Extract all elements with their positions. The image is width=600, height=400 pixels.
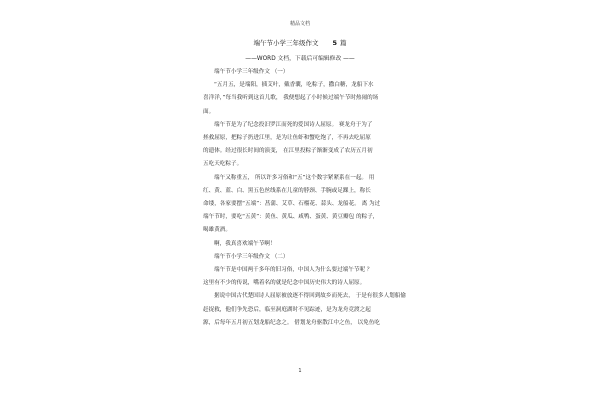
document-count: 5: [332, 39, 338, 47]
paragraph-line: “五月五，是端阳，插艾叶，戴香囊，吃粽子，撒白糖，龙船下水: [214, 82, 374, 89]
paragraph-line: 啊，我真喜欢端午节啊！: [214, 240, 276, 247]
paragraph-line: 端午节是为了纪念投汨罗江而死的爱国诗人屈原。 赛龙舟于为了: [214, 121, 373, 128]
section-heading-2: 端午节小学三年级作文 （二）: [214, 253, 289, 260]
paragraph-line: 拯救屈原，把粽子扔进江里，是为让鱼虾和蟹吃饱了，不再去吃屈原: [203, 135, 371, 142]
paragraph-line: 命缕，各家要摆“五端”：菖蒲、艾草、石榴花、蒜头、龙船花。 离 为过: [203, 201, 381, 208]
paragraph-line: 这里有不少的传说，嘴着名的就是纪念中国历史伟大的诗人屈原。: [203, 280, 366, 287]
paragraph-line: 喝雄黄酒。: [203, 227, 231, 234]
section-heading-1: 端午节小学三年级作文 （一）: [214, 69, 289, 75]
document-body: [203, 66, 408, 330]
paragraph-line: 端午节时，要吃“五黄”：黄鱼、黄瓜、咸鸭、蛋黄、黄豆瓣包 的粽子，: [203, 214, 379, 221]
document-count-unit: 篇: [340, 39, 347, 47]
paragraph-line: 的遗体。经过很长时间的演变， 在江里投粽子渐渐变成了农历五月初: [203, 148, 373, 155]
paragraph-line: 源，后每年五月初五划龙船纪念之。 借划龙舟驱散江中之鱼， 以免鱼吃: [203, 319, 380, 326]
document-title: 端午节小学三年级作文: [253, 39, 319, 47]
paragraph-line: 端午又称重五， 所以许多习俗和“五”这个数字紧紧系在一起。 用: [214, 174, 375, 181]
document-subtitle: ——WORD 文档，下载后可编辑修改 ——: [245, 56, 355, 62]
paragraph-line: 面。: [203, 108, 215, 115]
paragraph-line: 端午节是中国两千多年的旧习俗，中国人为什么要过端午节呢 ？: [214, 267, 373, 274]
header-label: 精品文档: [289, 21, 310, 27]
paragraph-line: 红、黄、蓝、白、黑五色丝线系在儿童的脖颈、手腕或足踝上，称长: [203, 187, 371, 194]
paragraph-line: 喜洋洋，”每当我听到这首儿歌， 我便想起了小时候过端午节时热闹的场: [203, 95, 379, 102]
paragraph-line: 据说中国古代楚国诗人屈原被放逐不得回到故乡而死去， 于是有很多人划船偷: [214, 293, 406, 300]
page-number: 1: [298, 368, 302, 374]
paragraph-line: 赶捉救，他们争先恐后，临至洞庭湖时不见踪迹，是为龙舟竞渡之起: [203, 306, 371, 313]
document-title-line: [0, 38, 600, 47]
paragraph-line: 五吃天吃粽子。: [203, 161, 243, 168]
